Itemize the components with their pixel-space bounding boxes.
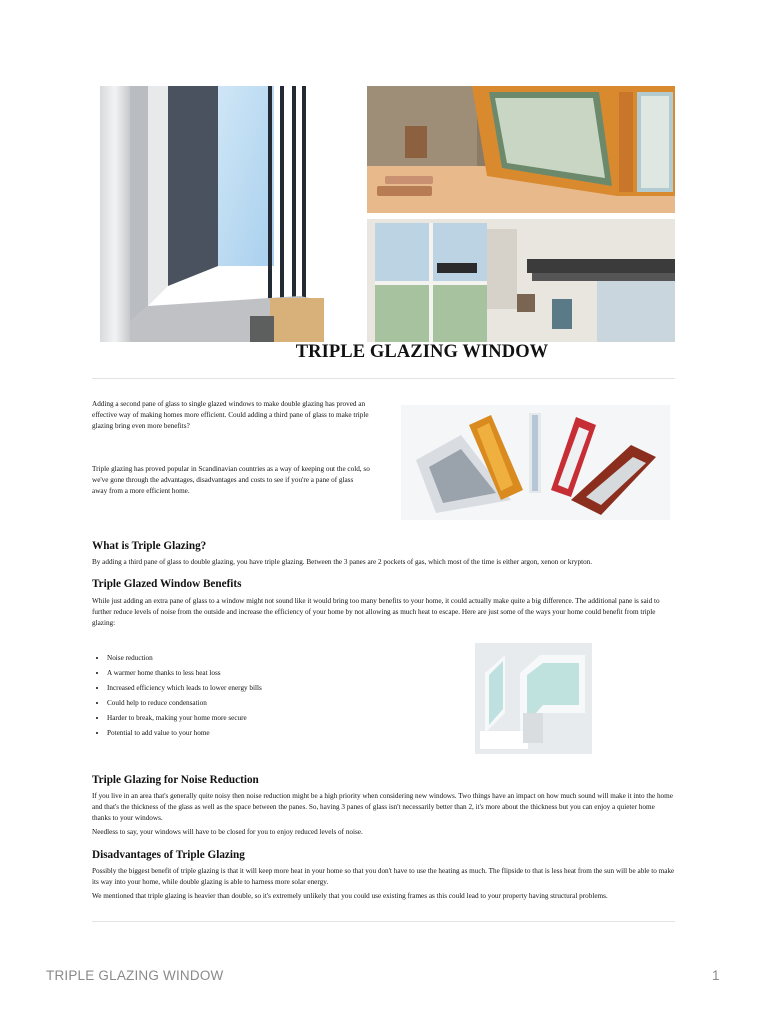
noise-paragraph-2: Needless to say, your windows will have to be closed for you to enjoy reduced levels of noise. xyxy=(92,828,363,836)
list-item: • A warmer home thanks to less heat loss xyxy=(107,666,262,681)
window-profile-image xyxy=(475,643,592,754)
bottom-divider xyxy=(92,921,675,922)
list-item: • Noise reduction xyxy=(107,651,262,666)
disadvantages-paragraph-1: Possibly the biggest benefit of triple glazing is that it will keep more heat in your home so that you don't have to use the heating as much. The flipside to that is less heat from the sun will be able to make its way into your home, while double glazing is able to harness more solar energy. xyxy=(92,867,675,887)
title-divider xyxy=(92,378,675,379)
what-is-paragraph: By adding a third pane of glass to double glazing, you have triple glazing. Between the 3 panes are 2 pockets of gas, which most of the time is either argon, xenon or krypton. xyxy=(92,558,593,566)
benefits-list xyxy=(92,651,262,742)
heading-noise: Triple Glazing for Noise Reduction xyxy=(92,774,259,786)
hero-image-interior xyxy=(367,219,675,342)
list-item: • Increased efficiency which leads to lower energy bills xyxy=(107,681,262,696)
list-item: • Harder to break, making your home more secure xyxy=(107,711,262,726)
heading-disadvantages: Disadvantages of Triple Glazing xyxy=(92,849,245,861)
list-item: • Potential to add value to your home xyxy=(107,726,262,741)
document-title: TRIPLE GLAZING WINDOW xyxy=(295,342,549,362)
list-item: • Could help to reduce condensation xyxy=(107,696,262,711)
disadvantages-paragraph-2: We mentioned that triple glazing is heavier than double, so it's extremely unlikely that you could use existing frames as this could lead to your property having structural problems. xyxy=(92,892,608,900)
heading-benefits: Triple Glazed Window Benefits xyxy=(92,578,242,590)
noise-paragraph-1: If you live in an area that's generally quite noisy then noise reduction might be a high priority when considering new windows. Two things have an impact on how much sound will make it into the home and that's the thickness of the glass as well as the space between the panes. So, having 3 panes of glass isn't necessarily better than 2, it's more about the thickness but you can enjoy a quieter home thanks to your windows. xyxy=(92,792,673,823)
page-number: 1 xyxy=(712,968,720,983)
intro-paragraph-1: Adding a second pane of glass to single glazed windows to make double glazing has proved an effective way of making homes more efficient. Could adding a third pane of glass to make triple glazing bring even more benefits? xyxy=(92,400,369,431)
hero-image-kitchen-window xyxy=(367,86,675,213)
hero-image-window-section xyxy=(100,86,324,342)
frame-profiles-image xyxy=(401,405,670,520)
heading-what-is: What is Triple Glazing? xyxy=(92,540,207,552)
intro-paragraph-2: Triple glazing has proved popular in Scandinavian countries as a way of keeping out the cold, so we've gone through the advantages, disadvantages and costs to see if you're a pane of glass away from a more efficient home. xyxy=(92,465,370,496)
footer-title: TRIPLE GLAZING WINDOW xyxy=(46,968,224,983)
benefits-paragraph: While just adding an extra pane of glass to a window might not sound like it would bring too many benefits to your home, it could actually make quite a big difference. The additional pane is said to further reduce levels of noise from the outside and increase the efficiency of your home by not allowing as much heat to escape. Here are just some of the ways your home could benefit from triple glazing: xyxy=(92,597,660,628)
